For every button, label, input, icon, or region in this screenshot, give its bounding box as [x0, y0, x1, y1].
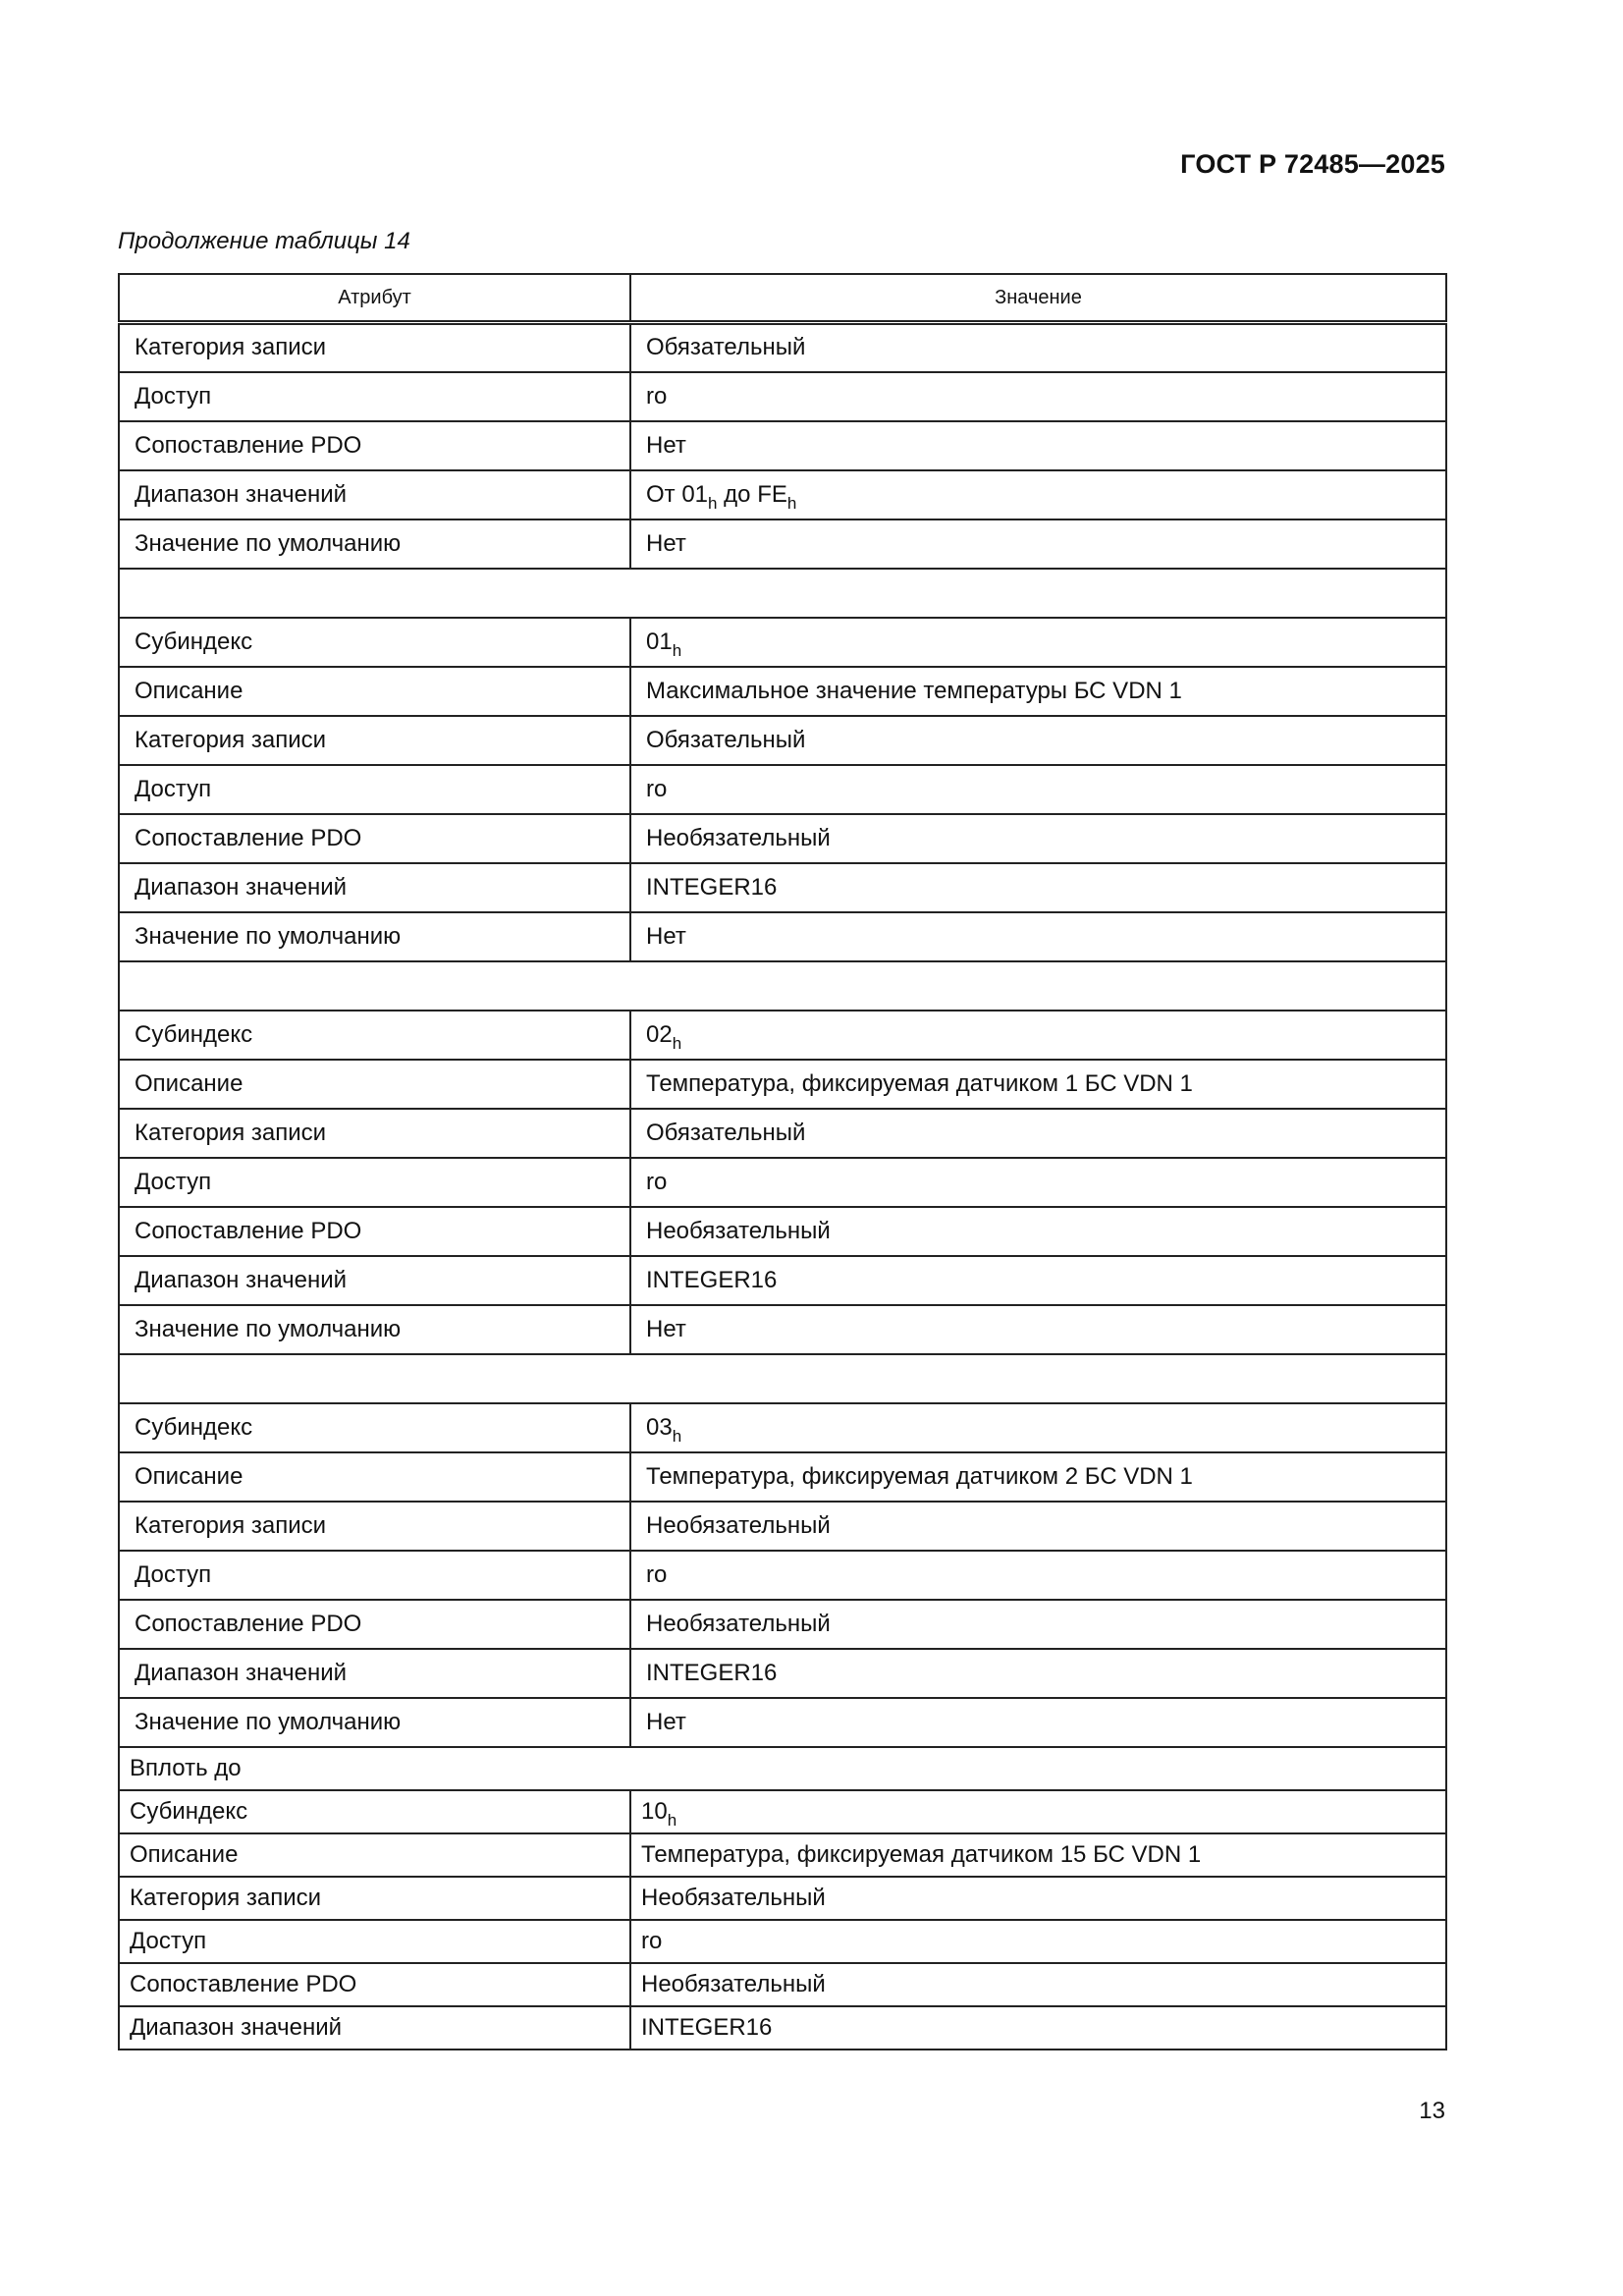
span-row	[119, 1747, 1446, 1790]
value-cell	[630, 1920, 1446, 1963]
attribute-cell: Значение по умолчанию	[119, 1305, 630, 1354]
attribute-cell: Субиндекс	[119, 1011, 630, 1060]
table-row	[119, 1833, 1446, 1877]
table-row	[119, 1060, 1446, 1109]
separator-cell	[119, 1354, 1446, 1403]
table-caption: Продолжение таблицы 14	[118, 228, 410, 254]
value-text: Необязательный	[646, 1511, 831, 1539]
attribute-cell: Субиндекс	[119, 618, 630, 667]
attribute-cell: Значение по умолчанию	[119, 1698, 630, 1747]
table-row	[119, 814, 1446, 863]
separator-row	[119, 961, 1446, 1011]
value-cell	[630, 1833, 1446, 1877]
table-row	[119, 1403, 1446, 1452]
value-text: INTEGER16	[646, 1266, 778, 1293]
table-row	[119, 1452, 1446, 1502]
table-row	[119, 1920, 1446, 1963]
value-cell	[630, 1158, 1446, 1207]
attribute-cell: Субиндекс	[119, 1403, 630, 1452]
attribute-cell: Диапазон значений	[119, 1649, 630, 1698]
attribute-cell: Субиндекс	[119, 1790, 630, 1833]
value-text: ro	[646, 775, 668, 802]
hex-subscript: h	[672, 640, 682, 660]
value-cell	[630, 1600, 1446, 1649]
value-cell	[630, 1963, 1446, 2006]
value-cell	[630, 323, 1446, 372]
value-cell	[630, 519, 1446, 569]
value-text: Обязательный	[646, 1119, 806, 1146]
hex-subscript: h	[786, 493, 797, 513]
table-row	[119, 1649, 1446, 1698]
hex-subscript: h	[708, 493, 718, 513]
table-row	[119, 1305, 1446, 1354]
value-cell	[630, 2006, 1446, 2050]
value-text: Нет	[646, 1708, 686, 1735]
table-header-row	[119, 274, 1446, 323]
value-cell	[630, 1698, 1446, 1747]
hex-subscript: h	[672, 1033, 682, 1053]
table-row	[119, 323, 1446, 372]
table-row	[119, 1963, 1446, 2006]
value-cell	[630, 421, 1446, 470]
value-text: Температура, фиксируемая датчиком 2 БС VDN 1	[646, 1462, 1193, 1490]
attribute-cell: Описание	[119, 1452, 630, 1502]
value-text: INTEGER16	[641, 2013, 773, 2041]
table-row	[119, 470, 1446, 519]
value-cell	[630, 618, 1446, 667]
value-text: Необязательный	[646, 1217, 831, 1244]
value-cell	[630, 1877, 1446, 1920]
separator-row	[119, 569, 1446, 618]
attribute-table	[118, 273, 1447, 2050]
separator-row	[119, 1354, 1446, 1403]
document-code: ГОСТ Р 72485—2025	[1180, 149, 1445, 179]
table-row	[119, 519, 1446, 569]
attribute-cell: Диапазон значений	[119, 863, 630, 912]
attribute-cell: Описание	[119, 667, 630, 716]
value-text: Необязательный	[641, 1970, 826, 1997]
span-cell: Вплоть до	[119, 1747, 1446, 1790]
column-header-attribute: Атрибут	[119, 274, 630, 323]
attribute-cell: Диапазон значений	[119, 2006, 630, 2050]
table-row	[119, 372, 1446, 421]
table-row	[119, 2006, 1446, 2050]
value-cell	[630, 1060, 1446, 1109]
value-text: ro	[646, 382, 668, 410]
page-number: 13	[1419, 2098, 1445, 2124]
value-text: Нет	[646, 431, 686, 459]
value-cell	[630, 1011, 1446, 1060]
table-row	[119, 421, 1446, 470]
value-text: От 01	[646, 480, 709, 508]
value-cell	[630, 716, 1446, 765]
table-row	[119, 1207, 1446, 1256]
value-cell	[630, 912, 1446, 961]
value-text: ro	[646, 1560, 668, 1588]
table-row	[119, 618, 1446, 667]
table-row	[119, 1158, 1446, 1207]
value-text: INTEGER16	[646, 1659, 778, 1686]
value-cell	[630, 667, 1446, 716]
value-cell	[630, 470, 1446, 519]
attribute-cell: Сопоставление PDO	[119, 814, 630, 863]
attribute-cell: Сопоставление PDO	[119, 421, 630, 470]
attribute-cell: Доступ	[119, 1158, 630, 1207]
value-text: Обязательный	[646, 726, 806, 753]
table-row	[119, 1877, 1446, 1920]
table-row	[119, 1011, 1446, 1060]
table-row	[119, 716, 1446, 765]
value-text: Нет	[646, 922, 686, 950]
value-text: 01	[646, 628, 673, 655]
table-row	[119, 1502, 1446, 1551]
value-cell	[630, 1207, 1446, 1256]
value-text: ro	[646, 1168, 668, 1195]
attribute-cell: Сопоставление PDO	[119, 1207, 630, 1256]
table-row	[119, 912, 1446, 961]
hex-subscript: h	[667, 1810, 677, 1830]
value-text: Необязательный	[646, 824, 831, 851]
table-row	[119, 765, 1446, 814]
separator-cell	[119, 569, 1446, 618]
table-row	[119, 1790, 1446, 1833]
value-cell	[630, 1109, 1446, 1158]
table-row	[119, 1109, 1446, 1158]
table-row	[119, 1256, 1446, 1305]
value-cell	[630, 1452, 1446, 1502]
attribute-cell: Доступ	[119, 1920, 630, 1963]
value-text: INTEGER16	[646, 873, 778, 901]
value-cell	[630, 863, 1446, 912]
value-cell	[630, 1551, 1446, 1600]
attribute-cell: Категория записи	[119, 1502, 630, 1551]
attribute-cell: Категория записи	[119, 323, 630, 372]
column-header-value: Значение	[630, 274, 1446, 323]
hex-subscript: h	[672, 1426, 682, 1446]
table-row	[119, 1698, 1446, 1747]
attribute-cell: Доступ	[119, 1551, 630, 1600]
value-cell	[630, 1649, 1446, 1698]
attribute-cell: Значение по умолчанию	[119, 519, 630, 569]
value-cell	[630, 1403, 1446, 1452]
table-body	[119, 323, 1446, 2050]
value-text: Температура, фиксируемая датчиком 15 БС VDN 1	[641, 1840, 1202, 1868]
attribute-cell: Категория записи	[119, 1877, 630, 1920]
value-text: Необязательный	[646, 1610, 831, 1637]
attribute-cell: Сопоставление PDO	[119, 1963, 630, 2006]
value-cell	[630, 1256, 1446, 1305]
attribute-cell: Значение по умолчанию	[119, 912, 630, 961]
attribute-cell: Диапазон значений	[119, 1256, 630, 1305]
attribute-cell: Доступ	[119, 372, 630, 421]
value-text: 10	[641, 1797, 668, 1825]
attribute-cell: Доступ	[119, 765, 630, 814]
value-cell	[630, 372, 1446, 421]
attribute-cell: Описание	[119, 1833, 630, 1877]
attribute-cell: Диапазон значений	[119, 470, 630, 519]
table-row	[119, 1600, 1446, 1649]
table-row	[119, 667, 1446, 716]
value-text: Нет	[646, 1315, 686, 1342]
attribute-cell: Категория записи	[119, 1109, 630, 1158]
value-text-continued: до FE	[717, 480, 787, 508]
value-cell	[630, 1305, 1446, 1354]
value-text: Необязательный	[641, 1884, 826, 1911]
attribute-cell: Сопоставление PDO	[119, 1600, 630, 1649]
separator-cell	[119, 961, 1446, 1011]
value-text: Нет	[646, 529, 686, 557]
value-text: 02	[646, 1020, 673, 1048]
table-row	[119, 1551, 1446, 1600]
value-text: Температура, фиксируемая датчиком 1 БС VDN 1	[646, 1069, 1193, 1097]
value-text: ro	[641, 1927, 663, 1954]
value-text: Обязательный	[646, 334, 806, 361]
value-text: Максимальное значение температуры БС VDN 1	[646, 677, 1182, 704]
table-row	[119, 863, 1446, 912]
attribute-cell: Описание	[119, 1060, 630, 1109]
attribute-cell: Категория записи	[119, 716, 630, 765]
value-text: 03	[646, 1413, 673, 1441]
value-cell	[630, 1502, 1446, 1551]
value-cell	[630, 765, 1446, 814]
value-cell	[630, 1790, 1446, 1833]
value-cell	[630, 814, 1446, 863]
